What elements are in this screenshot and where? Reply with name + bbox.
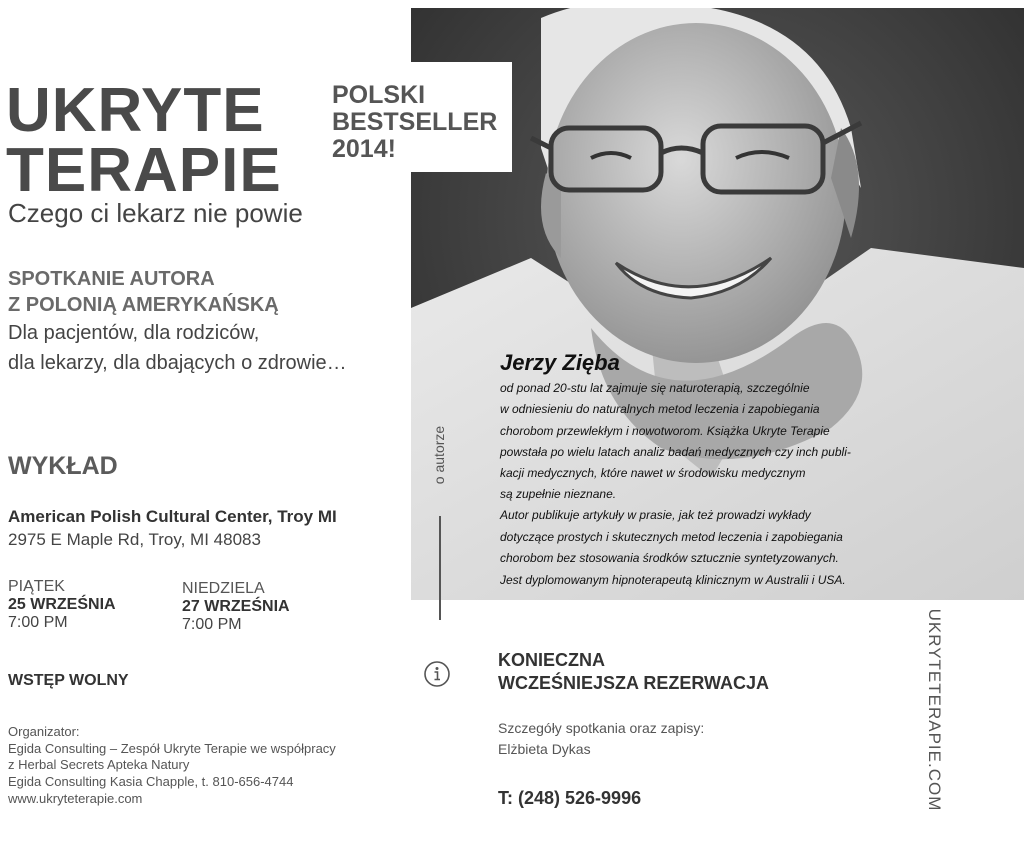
divider-line <box>439 516 441 620</box>
author-bio-line: Autor publikuje artykuły w prasie, jak też prowadzi wykłady <box>500 508 811 522</box>
badge-line: BESTSELLER <box>332 108 498 136</box>
author-name: Jerzy Zięba <box>500 350 620 375</box>
meeting-heading-line2: Z POLONIĄ AMERYKAŃSKĄ <box>8 294 279 316</box>
author-bio-line: Jest dyplomowanym hipnoterapeutą klinicznym w Australii i USA. <box>500 573 846 587</box>
author-bio-line: są zupełnie nieznane. <box>500 487 617 501</box>
book-subtitle: Czego ci lekarz nie powie <box>8 198 303 228</box>
organizer-line: Egida Consulting Kasia Chapple, t. 810-656-4744 <box>8 774 294 789</box>
reservation-line2: WCZEŚNIEJSZA REZERWACJA <box>498 673 770 693</box>
author-bio-line: powstała po wielu latach analiz badań medycznych czy inch publi- <box>500 445 851 459</box>
badge-line: POLSKI <box>332 81 426 109</box>
reservation-line1: KONIECZNA <box>498 650 605 670</box>
date-time: 7:00 PM <box>8 614 68 631</box>
organizer-label: Organizator: <box>8 724 80 739</box>
book-title-line1: UKRYTE <box>6 76 265 145</box>
organizer-line: z Herbal Secrets Apteka Natury <box>8 757 190 772</box>
phone-number[interactable]: T: (248) 526-9996 <box>498 788 642 808</box>
organizer-line: Egida Consulting – Zespół Ukryte Terapie we współpracy <box>8 741 336 756</box>
lecture-heading: WYKŁAD <box>8 452 118 480</box>
author-bio-line: dotyczące prostych i skutecznych metod leczenia i zapobiegania <box>500 530 843 544</box>
organizer-url[interactable]: www.ukryteterapie.com <box>8 791 143 806</box>
about-author-text: o autorze <box>431 425 447 485</box>
date-day: NIEDZIELA <box>182 580 265 597</box>
contact-name: Elżbieta Dykas <box>498 741 591 757</box>
info-circle-icon <box>423 660 451 688</box>
details-label: Szczegóły spotkania oraz zapisy: <box>498 720 705 736</box>
author-bio-line: od ponad 20-stu lat zajmuje się naturoterapią, szczególnie <box>500 381 810 395</box>
book-title-line2: TERAPIE <box>6 136 282 205</box>
date-date: 27 WRZEŚNIA <box>182 598 290 615</box>
side-url <box>918 605 950 815</box>
date-date: 25 WRZEŚNIA <box>8 596 116 613</box>
venue-name: American Polish Cultural Center, Troy MI <box>8 507 337 526</box>
date-block <box>182 580 290 634</box>
author-bio-line: w odniesieniu do naturalnych metod leczenia i zapobiegania <box>500 402 820 416</box>
side-url-text[interactable]: UKRYTETERAPIE.COM <box>925 608 944 812</box>
venue-address: 2975 E Maple Rd, Troy, MI 48083 <box>8 530 261 549</box>
date-block <box>8 578 116 632</box>
badge-line: 2014! <box>332 135 396 163</box>
author-bio-line: kacji medycznych, które nawet w środowisku medycznym <box>500 466 806 480</box>
about-author-label <box>425 410 453 500</box>
entry-free: WSTĘP WOLNY <box>8 672 129 689</box>
date-time: 7:00 PM <box>182 616 242 633</box>
audience-line2: dla lekarzy, dla dbających o zdrowie… <box>8 352 347 374</box>
author-bio-line: chorobom przewlekłym i nowotworom. Książka Ukryte Terapie <box>500 424 830 438</box>
audience-line1: Dla pacjentów, dla rodziców, <box>8 322 260 344</box>
author-bio-line: chorobom bez stosowania środków sztucznie syntetyzowanych. <box>500 551 839 565</box>
meeting-heading-line1: SPOTKANIE AUTORA <box>8 268 215 290</box>
date-day: PIĄTEK <box>8 578 65 595</box>
bestseller-badge <box>320 62 512 172</box>
